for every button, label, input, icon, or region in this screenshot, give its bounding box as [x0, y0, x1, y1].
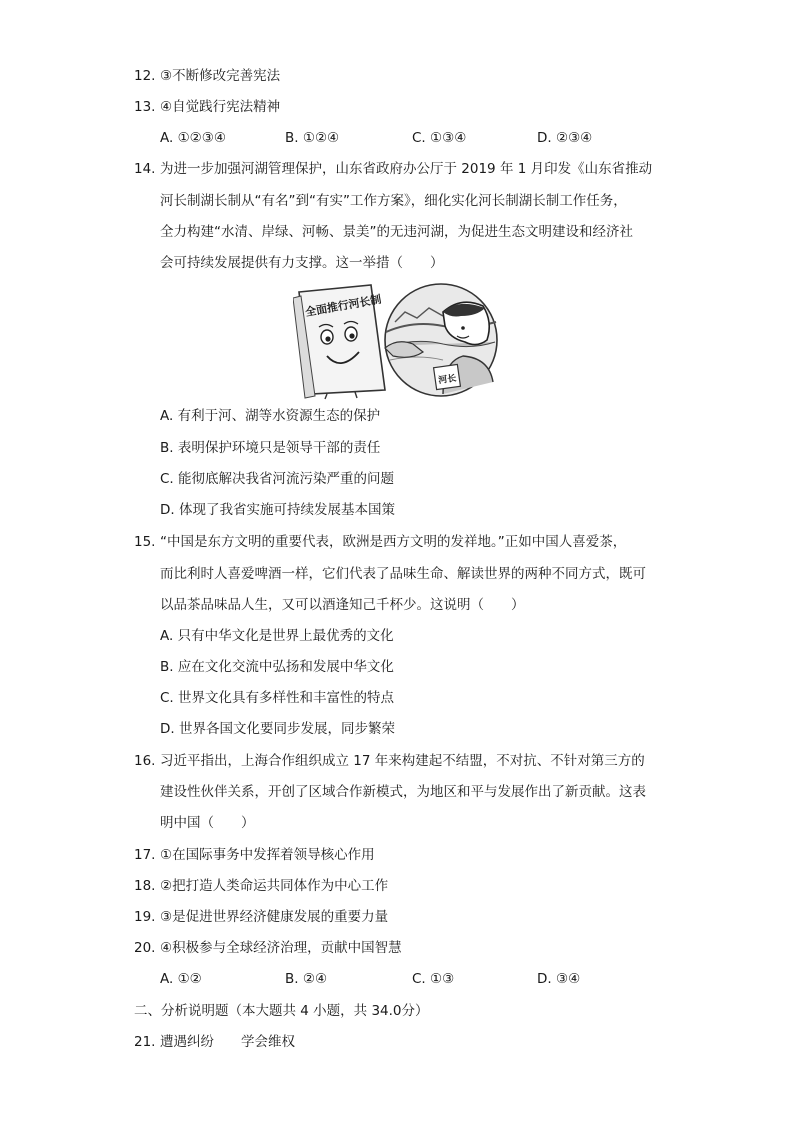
question-number: 16. [134, 753, 156, 769]
option-d: D. 世界各国文化要同步发展，同步繁荣 [160, 721, 395, 737]
option-d: D. ③④ [537, 971, 581, 987]
option-a: A. 有利于河、湖等水资源生态的保护 [160, 408, 381, 424]
question-text: 遭遇纠纷 学会维权 [160, 1034, 295, 1050]
option-b: B. ②④ [285, 971, 328, 987]
question-number: 15. [134, 534, 156, 550]
question-text: ④自觉践行宪法精神 [160, 99, 281, 115]
option-a: A. ①② [160, 971, 202, 987]
question-number: 17. [134, 847, 156, 863]
question-line: 全力构建“水清、岸绿、河畅、景美”的无违河湖，为促进生态文明建设和经济社 [160, 224, 633, 240]
option-d: D. 体现了我省实施可持续发展基本国策 [160, 502, 395, 518]
question-line: 明中国（ ） [160, 815, 255, 831]
question-number: 14. [134, 161, 156, 177]
question-number: 18. [134, 878, 156, 894]
question-number: 13. [134, 99, 156, 115]
badge-text: 河长 [437, 373, 458, 387]
option-a: A. 只有中华文化是世界上最优秀的文化 [160, 628, 394, 644]
option-d: D. ②③④ [537, 130, 593, 146]
question-line: “中国是东方文明的重要代表，欧洲是西方文明的发祥地。”正如中国人喜爱茶， [160, 534, 627, 550]
question-line: 建设性伙伴关系，开创了区域合作新模式，为地区和平与发展作出了新贡献。这表 [160, 784, 646, 800]
question-line: 为进一步加强河湖管理保护，山东省政府办公厅于 2019 年 1 月印发《山东省推动 [160, 161, 653, 177]
question-number: 19. [134, 909, 156, 925]
option-b: B. 应在文化交流中弘扬和发展中华文化 [160, 659, 394, 675]
question-line: 河长制湖长制从“有名”到“有实”工作方案》，细化实化河长制湖长制工作任务， [160, 193, 627, 209]
option-b: B. 表明保护环境只是领导干部的责任 [160, 440, 381, 456]
option-c: C. 能彻底解决我省河流污染严重的问题 [160, 471, 395, 487]
option-b: B. ①②④ [285, 130, 340, 146]
river-scene [385, 284, 497, 396]
question-text: ③是促进世界经济健康发展的重要力量 [160, 909, 389, 925]
question-line: 习近平指出，上海合作组织成立 17 年来构建起不结盟，不对抗、不针对第三方的 [160, 753, 645, 769]
question-text: ②把打造人类命运共同体作为中心工作 [160, 878, 389, 894]
section-title: 二、分析说明题（本大题共 4 小题，共 34.0分） [134, 1003, 429, 1019]
question-number: 21. [134, 1034, 156, 1050]
question-number: 12. [134, 68, 156, 84]
question-text: ④积极参与全球经济治理，贡献中国智慧 [160, 940, 402, 956]
option-c: C. ①③④ [412, 130, 467, 146]
document-character [293, 285, 385, 399]
question-line: 会可持续发展提供有力支撑。这一举措（ ） [160, 255, 444, 271]
question-number: 20. [134, 940, 156, 956]
option-c: C. ①③ [412, 971, 455, 987]
option-a: A. ①②③④ [160, 130, 226, 146]
question-line: 以品茶品味品人生，又可以酒逢知己千杯少。这说明（ ） [160, 597, 525, 613]
sign-text: 全面推行河长制 [304, 292, 383, 319]
question-text: ①在国际事务中发挥着领导核心作用 [160, 847, 375, 863]
river-chief-cartoon [293, 282, 503, 400]
question-line: 而比利时人喜爱啤酒一样，它们代表了品味生命、解读世界的两种不同方式，既可 [160, 566, 646, 582]
question-text: ③不断修改完善宪法 [160, 68, 281, 84]
option-c: C. 世界文化具有多样性和丰富性的特点 [160, 690, 395, 706]
